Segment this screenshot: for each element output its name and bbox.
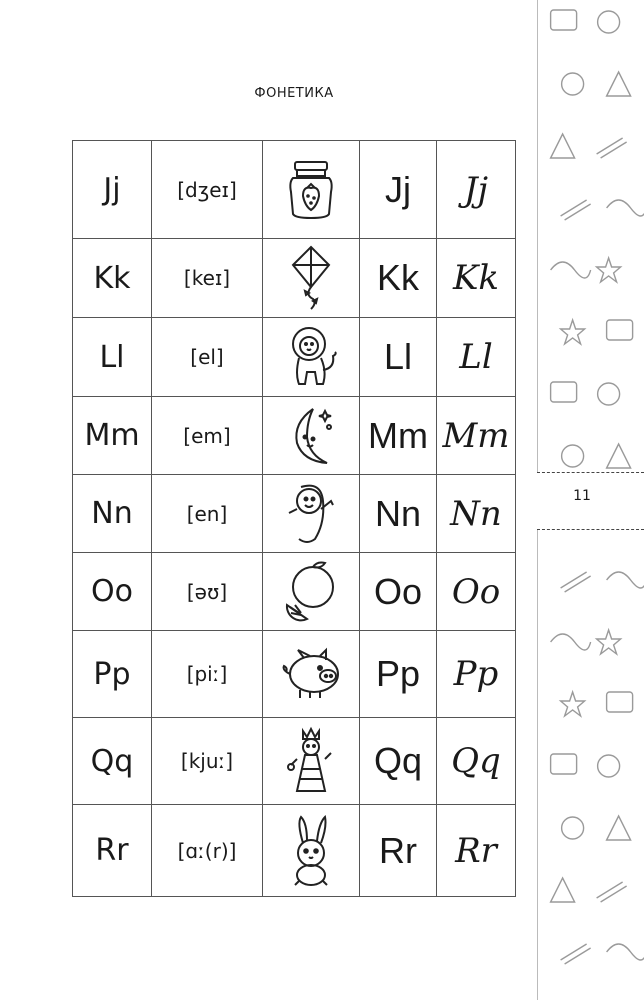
block-letter: Nn <box>360 475 437 553</box>
table-row <box>73 631 516 718</box>
cursive-letter: Rr <box>437 805 516 897</box>
orange-icon <box>263 553 360 631</box>
page-number: 11 <box>573 488 591 504</box>
jam-jar-icon <box>263 141 360 239</box>
table-row <box>73 475 516 553</box>
pig-icon <box>263 631 360 718</box>
block-letter: Mm <box>360 397 437 475</box>
print-letter: Nn <box>73 475 152 553</box>
table-row <box>73 805 516 897</box>
transcription: [əʊ] <box>152 553 263 631</box>
table-row <box>73 397 516 475</box>
transcription: [el] <box>152 318 263 397</box>
page-title: ФОНЕТИКА <box>254 86 334 101</box>
transcription: [dʒeɪ] <box>152 141 263 239</box>
transcription: [en] <box>152 475 263 553</box>
cursive-letter: Qq <box>437 718 516 805</box>
block-letter: Qq <box>360 718 437 805</box>
print-letter: Ll <box>73 318 152 397</box>
table-row <box>73 141 516 239</box>
cursive-letter: Nn <box>437 475 516 553</box>
queen-icon <box>263 718 360 805</box>
transcription: [ɑː(r)] <box>152 805 263 897</box>
print-letter: Mm <box>73 397 152 475</box>
transcription: [keɪ] <box>152 239 263 318</box>
block-letter: Oo <box>360 553 437 631</box>
cursive-letter: Mm <box>437 397 516 475</box>
moon-icon <box>263 397 360 475</box>
cursive-letter: Kk <box>437 239 516 318</box>
print-letter: Qq <box>73 718 152 805</box>
block-letter: Ll <box>360 318 437 397</box>
rabbit-icon <box>263 805 360 897</box>
print-letter: Pp <box>73 631 152 718</box>
print-letter: Kk <box>73 239 152 318</box>
block-letter: Rr <box>360 805 437 897</box>
print-letter: Oo <box>73 553 152 631</box>
block-letter: Jj <box>360 141 437 239</box>
table-row <box>73 553 516 631</box>
transcription: [kjuː] <box>152 718 263 805</box>
block-letter: Kk <box>360 239 437 318</box>
print-letter: Rr <box>73 805 152 897</box>
print-letter: Jj <box>73 141 152 239</box>
lion-icon <box>263 318 360 397</box>
cursive-letter: Pp <box>437 631 516 718</box>
cursive-letter: Ll <box>437 318 516 397</box>
cursive-letter: Oo <box>437 553 516 631</box>
transcription: [piː] <box>152 631 263 718</box>
table-row <box>73 718 516 805</box>
cursive-letter: Jj <box>437 141 516 239</box>
transcription: [em] <box>152 397 263 475</box>
table-row <box>73 239 516 318</box>
kite-icon <box>263 239 360 318</box>
table-row <box>73 318 516 397</box>
alphabet-table <box>72 140 516 897</box>
block-letter: Pp <box>360 631 437 718</box>
nine-icon <box>263 475 360 553</box>
